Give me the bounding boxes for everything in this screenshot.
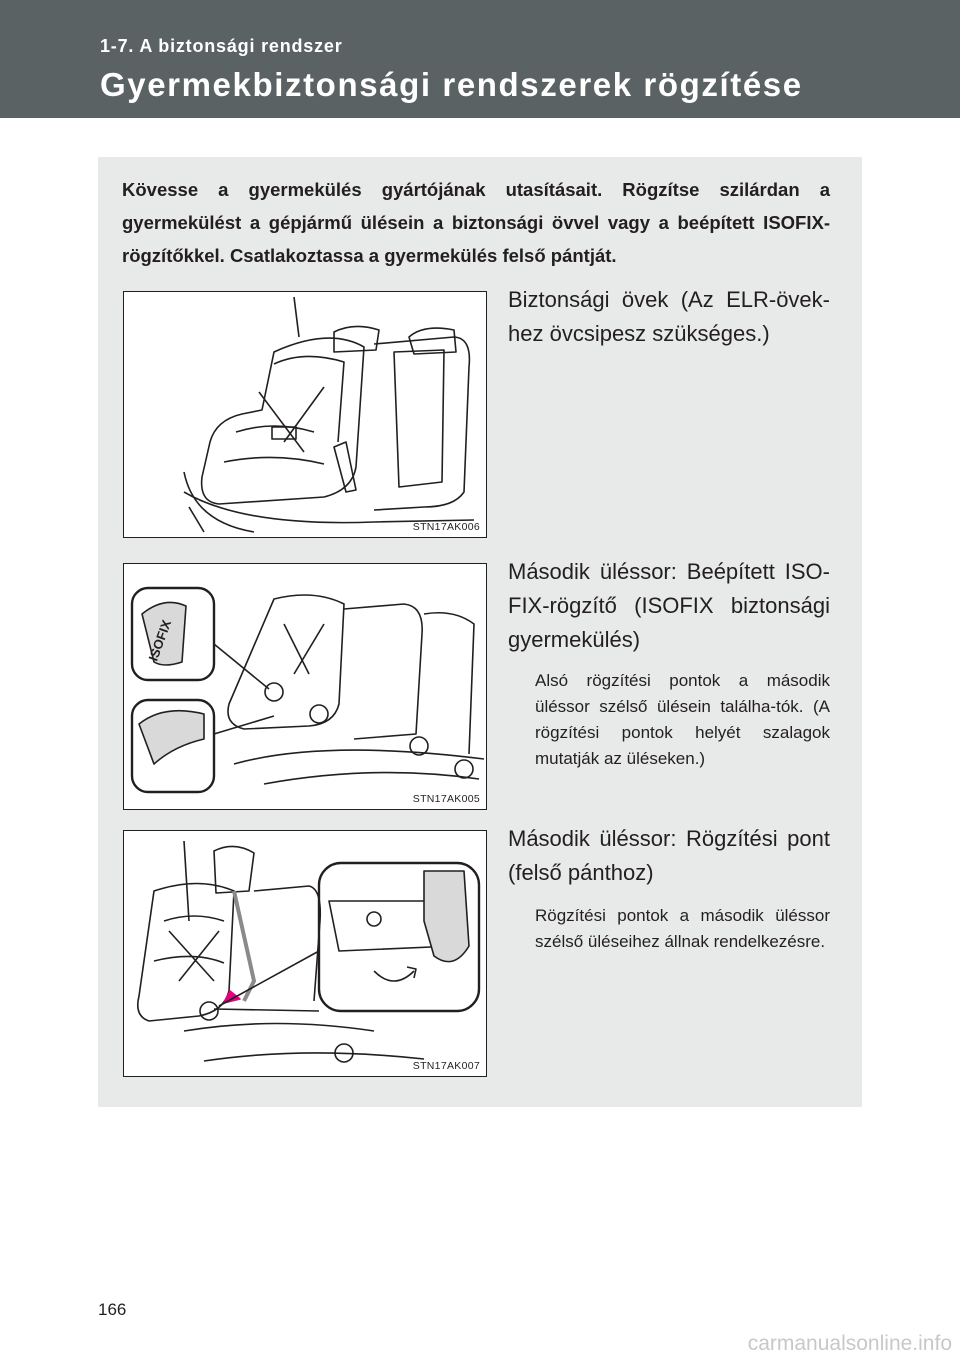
- watermark: carmanualsonline.info: [747, 1332, 952, 1355]
- item-seat-belt-text: Biztonsági övek (Az ELR-övek-hez övcsipesz szükséges.): [508, 287, 830, 346]
- isofix-illustration: [124, 564, 486, 809]
- figure-seat-belt: [123, 291, 487, 538]
- intro-paragraph: Kövesse a gyermekülés gyártójának utasításait. Rögzítse szilárdan a gyermekülést a gépjármű ülésein a biztonsági övvel vagy a beépített ISOFIX-rögzítőkkel. Csatlakoztassa a gyermekülés felső pántját.: [122, 179, 830, 266]
- child-seat-belt-illustration: [124, 292, 486, 537]
- item-top-tether-text: Második üléssor: Rögzítési pont (felső pánthoz): [508, 826, 830, 885]
- figure-code: STN17AK006: [412, 521, 480, 533]
- page-title: Gyermekbiztonsági rendszerek rögzítése: [100, 66, 803, 103]
- page-number: 166: [98, 1300, 127, 1319]
- chapter-header-bar: [0, 0, 960, 118]
- item-top-tether-subtext: Rögzítési pontok a második üléssor szélső üléseihez állnak rendelkezésre.: [535, 906, 830, 951]
- item-isofix-subtext: Alsó rögzítési pontok a második üléssor szélső ülésein találha-tók. (A rögzítési pontok helyét szalagok mutatják az üléseken.): [535, 671, 830, 768]
- top-tether-illustration: [124, 831, 486, 1076]
- figure-code: STN17AK007: [412, 1060, 480, 1072]
- figure-code: STN17AK005: [412, 793, 480, 805]
- figure-top-tether: [123, 830, 487, 1077]
- figure-isofix: [123, 563, 487, 810]
- isofix-label: ISOFIX: [145, 617, 175, 664]
- item-isofix-text: Második üléssor: Beépített ISO-FIX-rögzítő (ISOFIX biztonsági gyermekülés): [508, 559, 830, 652]
- section-label: 1-7. A biztonsági rendszer: [100, 36, 343, 56]
